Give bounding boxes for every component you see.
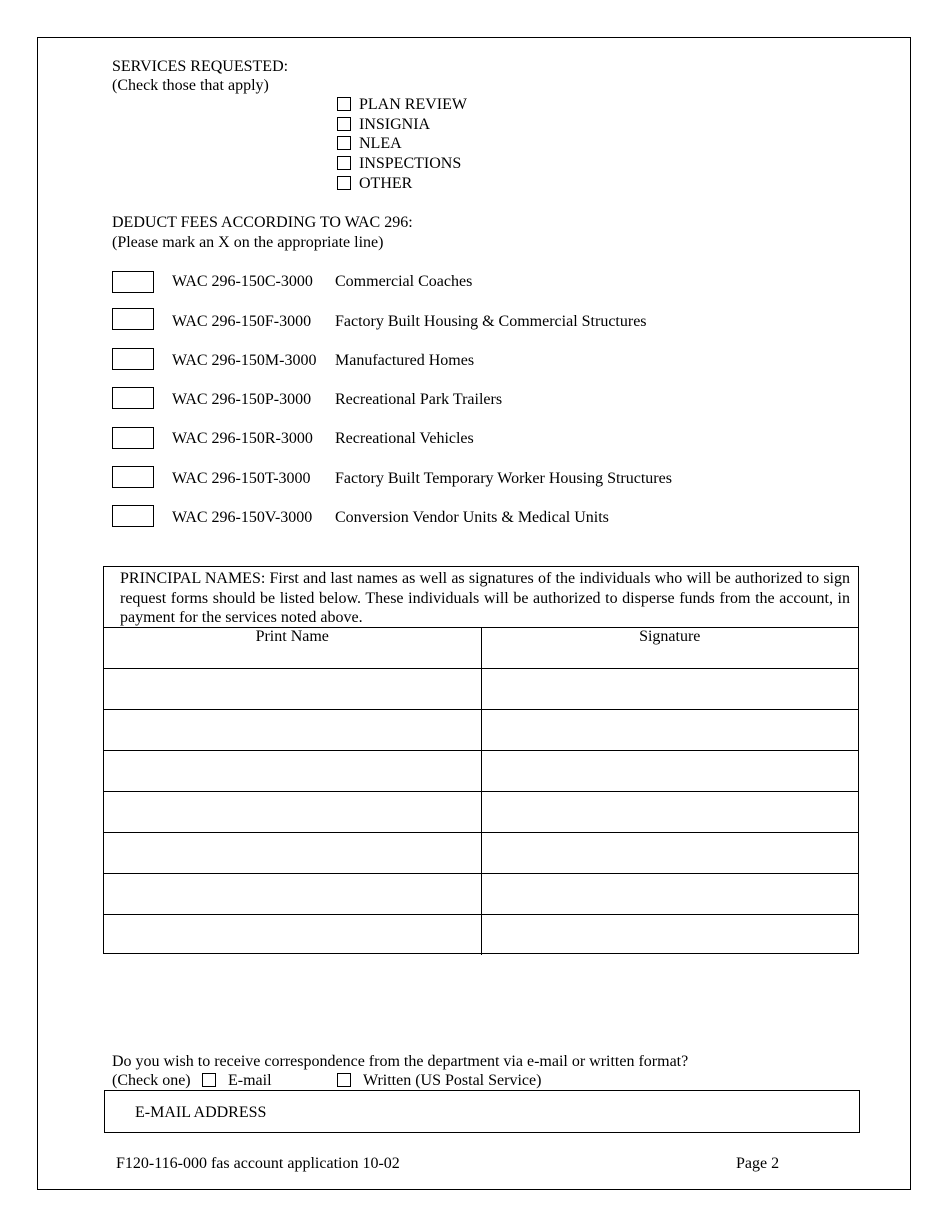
fee-desc: Factory Built Temporary Worker Housing Structures	[335, 470, 672, 487]
table-row	[104, 915, 858, 956]
table-row	[104, 833, 858, 874]
fee-desc: Conversion Vendor Units & Medical Units	[335, 509, 609, 526]
print-name-field[interactable]	[104, 669, 481, 710]
fee-code: WAC 296-150C-3000	[172, 273, 313, 290]
fee-box-temporary-worker-housing[interactable]	[112, 466, 154, 488]
fee-box-factory-built-housing[interactable]	[112, 308, 154, 330]
option-nlea-label: NLEA	[359, 135, 402, 152]
option-inspections-label: INSPECTIONS	[359, 155, 462, 172]
fee-box-commercial-coaches[interactable]	[112, 271, 154, 293]
principal-names-section	[103, 566, 859, 954]
services-instruction: (Check those that apply)	[112, 77, 269, 94]
fee-code: WAC 296-150R-3000	[172, 430, 313, 447]
print-name-field[interactable]	[104, 915, 481, 956]
signature-field[interactable]	[481, 833, 858, 874]
fee-box-manufactured-homes[interactable]	[112, 348, 154, 370]
checkbox-email[interactable]	[202, 1073, 216, 1087]
fee-desc: Manufactured Homes	[335, 352, 475, 369]
correspondence-question: Do you wish to receive correspondence from the department via e-mail or written format?	[112, 1053, 689, 1070]
table-row	[104, 751, 858, 792]
email-address-field[interactable]	[104, 1090, 860, 1133]
table-row	[104, 669, 858, 710]
fee-desc: Recreational Park Trailers	[335, 391, 503, 408]
form-id: F120-116-000 fas account application 10-02	[116, 1155, 400, 1172]
principal-names-table	[104, 627, 858, 955]
signature-field[interactable]	[481, 915, 858, 956]
fees-instruction: (Please mark an X on the appropriate line)	[112, 234, 384, 251]
fee-desc: Factory Built Housing & Commercial Structures	[335, 313, 647, 330]
option-plan-review-label: PLAN REVIEW	[359, 96, 467, 113]
checkbox-insignia[interactable]	[337, 117, 351, 131]
fees-heading: DEDUCT FEES ACCORDING TO WAC 296:	[112, 214, 413, 231]
option-insignia-label: INSIGNIA	[359, 116, 431, 133]
fee-code: WAC 296-150V-3000	[172, 509, 313, 526]
option-other-label: OTHER	[359, 175, 413, 192]
signature-field[interactable]	[481, 874, 858, 915]
table-row	[104, 792, 858, 833]
check-one-label: (Check one)	[112, 1072, 191, 1089]
email-address-label: E-MAIL ADDRESS	[135, 1104, 267, 1121]
column-header-print-name: Print Name	[104, 628, 481, 669]
fee-code: WAC 296-150M-3000	[172, 352, 317, 369]
checkbox-nlea[interactable]	[337, 136, 351, 150]
fee-box-recreational-park-trailers[interactable]	[112, 387, 154, 409]
fee-desc: Recreational Vehicles	[335, 430, 474, 447]
print-name-field[interactable]	[104, 710, 481, 751]
print-name-field[interactable]	[104, 874, 481, 915]
checkbox-written[interactable]	[337, 1073, 351, 1087]
services-heading: SERVICES REQUESTED:	[112, 58, 289, 75]
print-name-field[interactable]	[104, 833, 481, 874]
principal-names-text: PRINCIPAL NAMES: First and last names as well as signatures of the individuals who will be authorized to sign request forms should be listed below. These individuals will be authorized to disperse funds from the account, in payment for the services noted above.	[120, 570, 850, 626]
table-row	[104, 710, 858, 751]
signature-field[interactable]	[481, 710, 858, 751]
signature-field[interactable]	[481, 751, 858, 792]
fee-box-recreational-vehicles[interactable]	[112, 427, 154, 449]
written-option-label: Written (US Postal Service)	[363, 1072, 542, 1089]
fee-desc: Commercial Coaches	[335, 273, 473, 290]
print-name-field[interactable]	[104, 792, 481, 833]
checkbox-inspections[interactable]	[337, 156, 351, 170]
checkbox-other[interactable]	[337, 176, 351, 190]
fee-code: WAC 296-150T-3000	[172, 470, 311, 487]
signature-field[interactable]	[481, 669, 858, 710]
print-name-field[interactable]	[104, 751, 481, 792]
fee-code: WAC 296-150P-3000	[172, 391, 312, 408]
checkbox-plan-review[interactable]	[337, 97, 351, 111]
fee-box-conversion-vendor-units[interactable]	[112, 505, 154, 527]
column-header-signature: Signature	[481, 628, 858, 669]
email-option-label: E-mail	[228, 1072, 272, 1089]
table-row	[104, 874, 858, 915]
fee-code: WAC 296-150F-3000	[172, 313, 312, 330]
page-number: Page 2	[736, 1155, 780, 1172]
signature-field[interactable]	[481, 792, 858, 833]
